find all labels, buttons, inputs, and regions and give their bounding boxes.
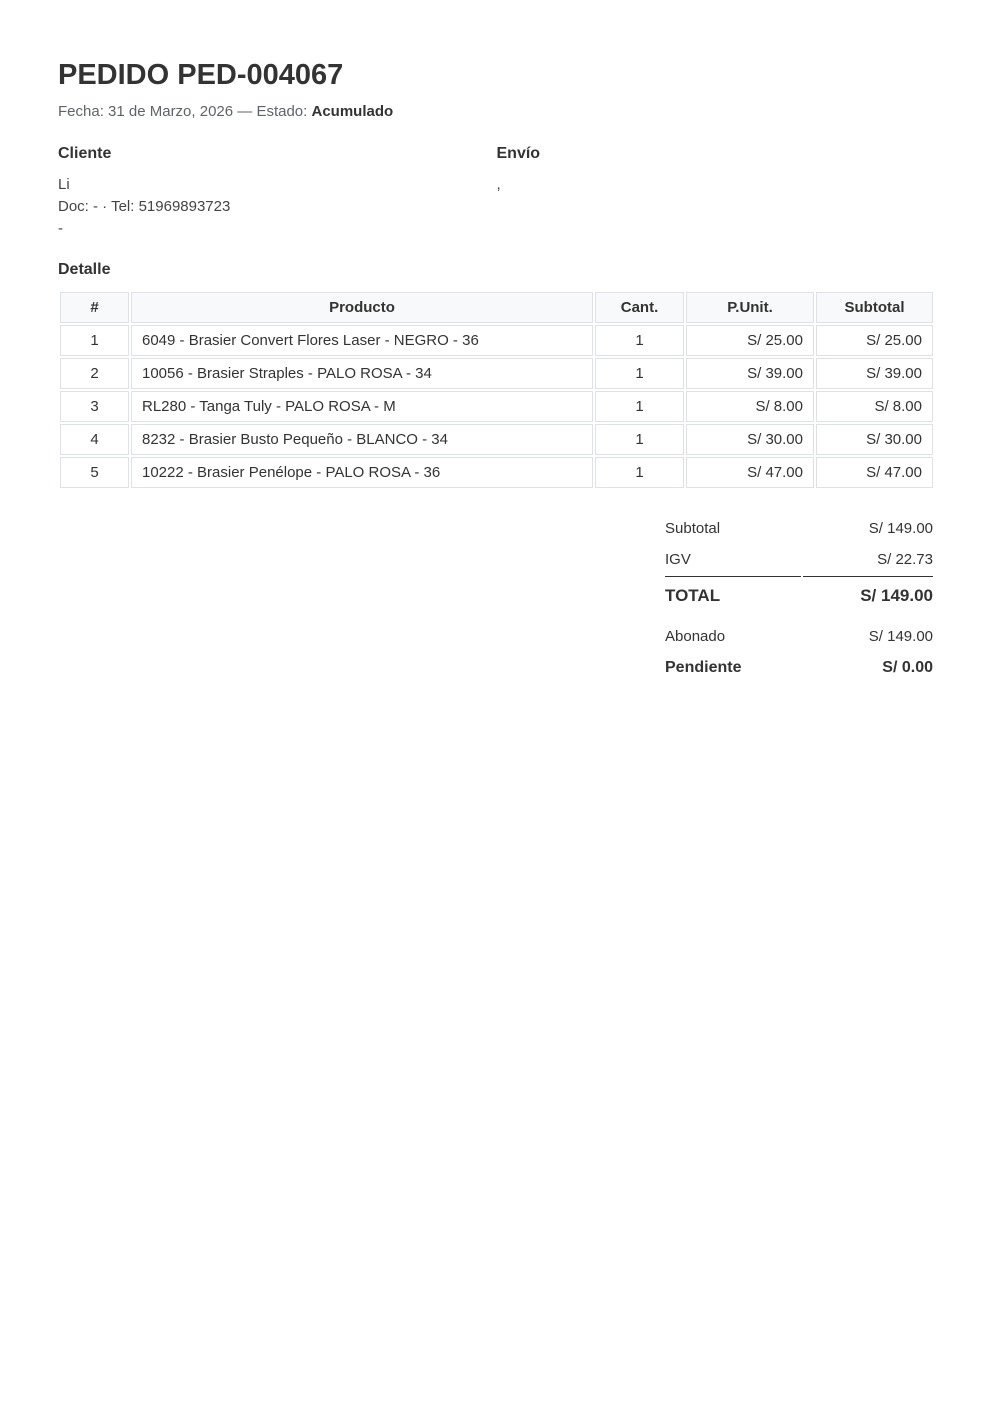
- total-value: S/ 149.00: [803, 576, 933, 614]
- cell-num: 3: [60, 391, 129, 422]
- totals-row-abonado: [665, 616, 933, 651]
- cell-producto: 8232 - Brasier Busto Pequeño - BLANCO - 34: [131, 424, 593, 455]
- table-row: [60, 457, 933, 488]
- totals-row-pendiente: [665, 653, 933, 683]
- cell-num: 2: [60, 358, 129, 389]
- totals-table: [663, 512, 935, 685]
- cell-cant: 1: [595, 358, 684, 389]
- abonado-label: Abonado: [665, 628, 726, 646]
- cell-cant: 1: [595, 325, 684, 356]
- envio-section: [497, 144, 936, 240]
- cell-cant: 1: [595, 424, 684, 455]
- cell-subtotal: S/ 39.00: [816, 358, 933, 389]
- cliente-heading: Cliente: [58, 144, 112, 162]
- cell-punit: S/ 39.00: [686, 358, 814, 389]
- page-title: PEDIDO PED-004067: [58, 59, 344, 91]
- detalle-header-row: [60, 292, 933, 323]
- col-header-punit: P.Unit.: [686, 292, 814, 323]
- col-header-cant: Cant.: [595, 292, 684, 323]
- cell-num: 5: [60, 457, 129, 488]
- detalle-heading: Detalle: [58, 260, 111, 278]
- abonado-value: S/ 149.00: [868, 628, 933, 646]
- cell-subtotal: S/ 8.00: [816, 391, 933, 422]
- table-row: [60, 358, 933, 389]
- cell-producto: 10222 - Brasier Penélope - PALO ROSA - 36: [131, 457, 593, 488]
- detalle-table: [58, 290, 935, 490]
- cell-producto: 6049 - Brasier Convert Flores Laser - NEGRO - 36: [131, 325, 593, 356]
- cliente-section: [58, 144, 497, 240]
- subtotal-label: Subtotal: [665, 520, 721, 538]
- table-row: [60, 391, 933, 422]
- cliente-doc-tel: Doc: - · Tel: 51969893723: [58, 197, 231, 215]
- totals-row-total: [665, 576, 933, 614]
- cell-punit: S/ 8.00: [686, 391, 814, 422]
- igv-label: IGV: [665, 551, 691, 569]
- subtotal-value: S/ 149.00: [868, 520, 933, 538]
- order-status: Acumulado: [311, 102, 394, 120]
- table-row: [60, 325, 933, 356]
- order-meta: [58, 103, 935, 120]
- cliente-extra: -: [58, 219, 63, 237]
- cell-cant: 1: [595, 457, 684, 488]
- col-header-num: #: [60, 292, 129, 323]
- envio-heading: Envío: [496, 144, 541, 162]
- cell-num: 4: [60, 424, 129, 455]
- cell-punit: S/ 30.00: [686, 424, 814, 455]
- col-header-producto: Producto: [131, 292, 593, 323]
- pendiente-value: S/ 0.00: [882, 659, 933, 677]
- totals-row-subtotal: [665, 514, 933, 543]
- totals-row-igv: [665, 545, 933, 574]
- envio-address: ,: [496, 175, 501, 193]
- igv-value: S/ 22.73: [877, 551, 933, 569]
- cell-producto: 10056 - Brasier Straples - PALO ROSA - 34: [131, 358, 593, 389]
- cell-subtotal: S/ 30.00: [816, 424, 933, 455]
- cell-subtotal: S/ 25.00: [816, 325, 933, 356]
- col-header-subtotal: Subtotal: [816, 292, 933, 323]
- cell-producto: RL280 - Tanga Tuly - PALO ROSA - M: [131, 391, 593, 422]
- cliente-name: Li: [58, 175, 70, 193]
- cell-cant: 1: [595, 391, 684, 422]
- cell-num: 1: [60, 325, 129, 356]
- cell-punit: S/ 47.00: [686, 457, 814, 488]
- order-meta-text: Fecha: 31 de Marzo, 2026 — Estado:: [58, 102, 312, 120]
- total-label: TOTAL: [665, 576, 801, 614]
- table-row: [60, 424, 933, 455]
- cell-punit: S/ 25.00: [686, 325, 814, 356]
- pendiente-label: Pendiente: [665, 659, 742, 677]
- client-shipping-columns: [58, 144, 935, 240]
- cell-subtotal: S/ 47.00: [816, 457, 933, 488]
